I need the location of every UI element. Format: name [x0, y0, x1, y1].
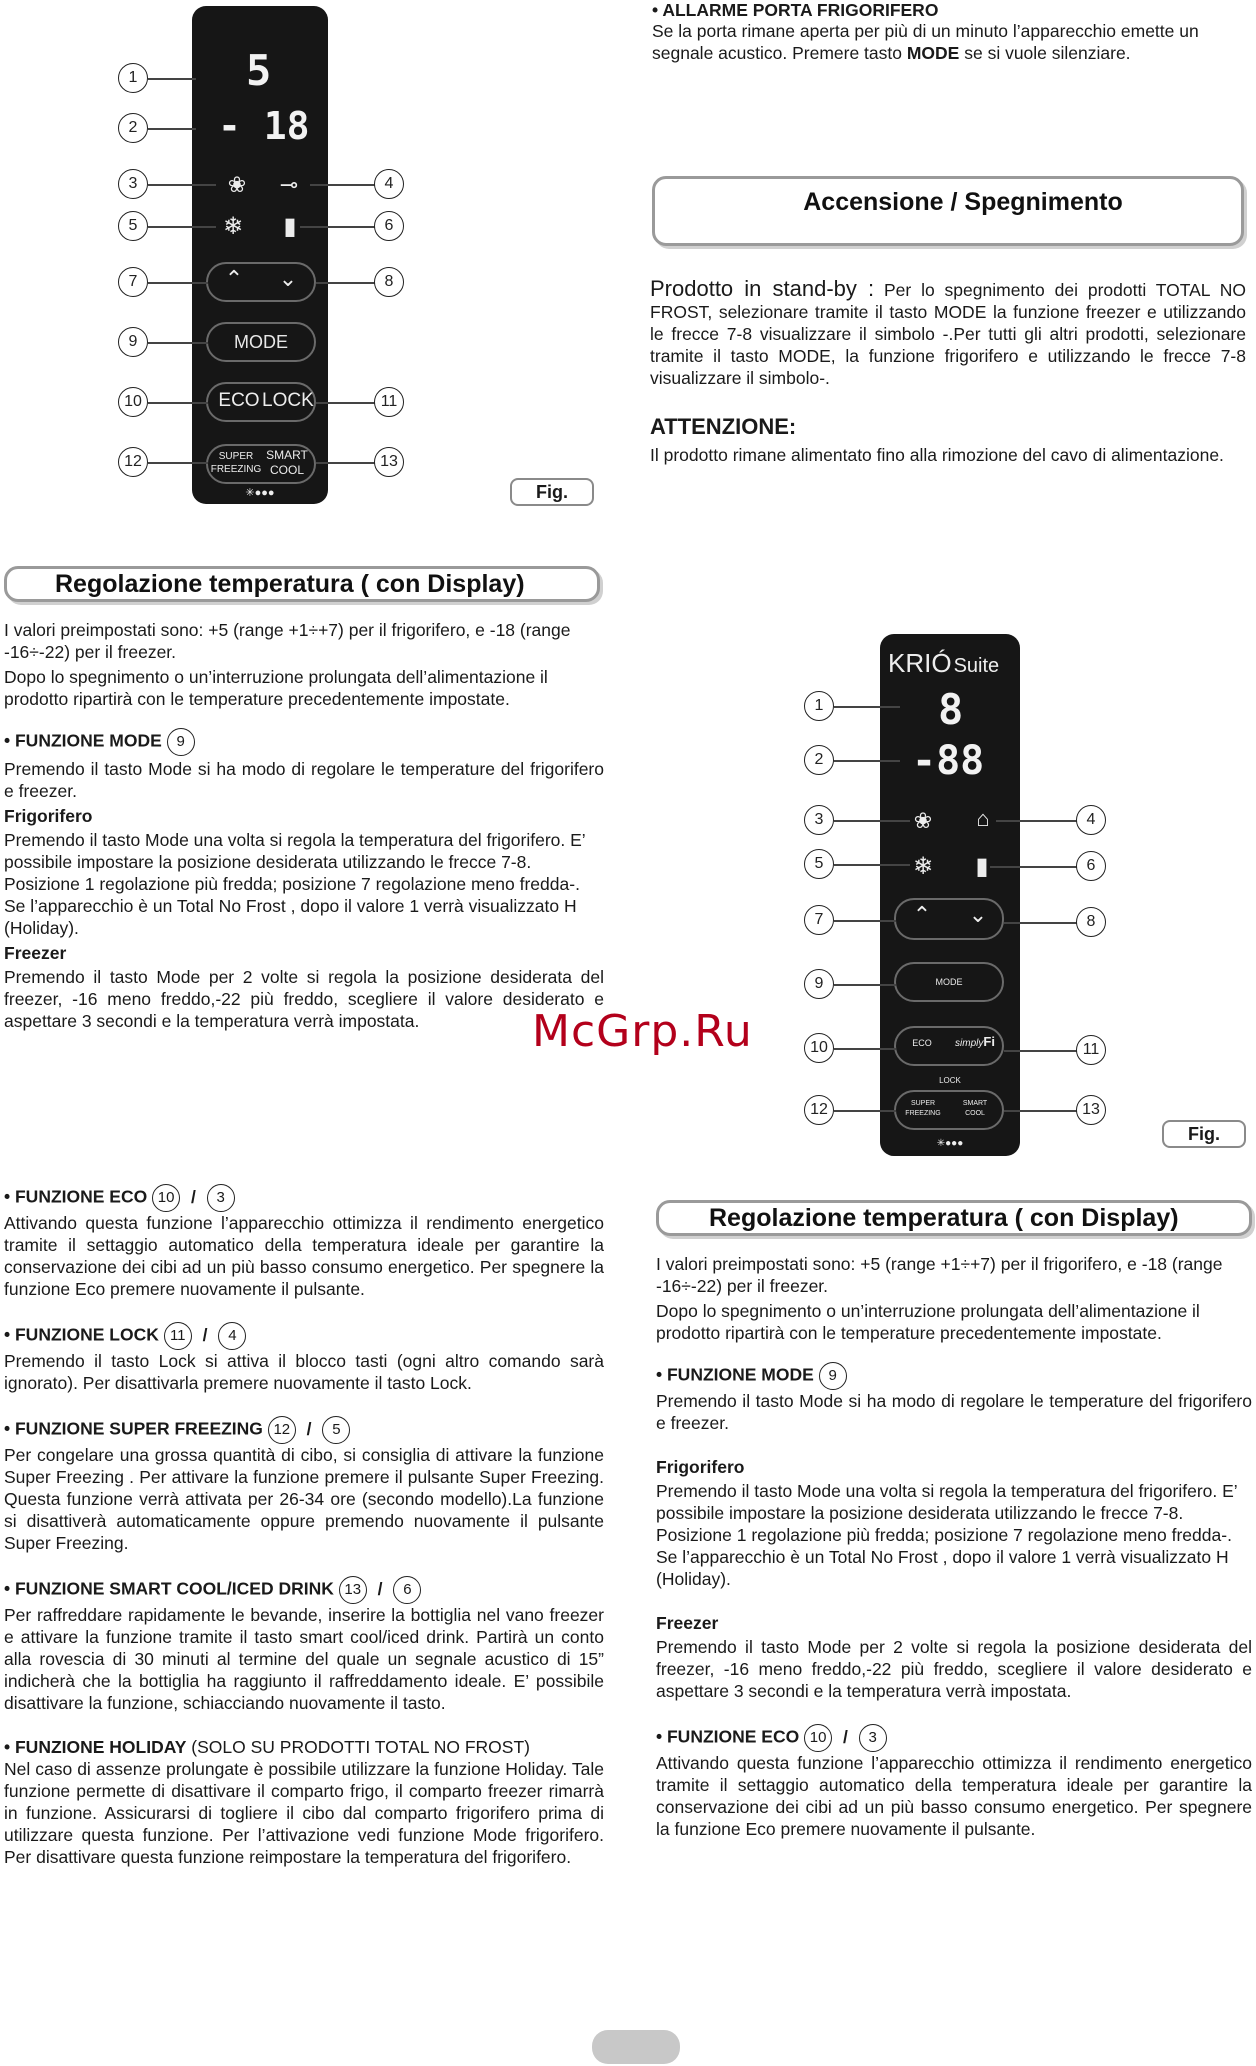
callout2-6: 6 [1076, 851, 1106, 881]
eco-body: Attivando questa funzione l’apparecchio ottimizza il rendimento energetico tramite il settaggio automatico della temperatura ideale per garantire la conservazione dei cibi ad un più basso consumo energetico. Per spegnere la funzione Eco premere nuovamente il pulsante. [4, 1213, 604, 1299]
alarm-title: • ALLARME PORTA FRIGORIFERO [652, 0, 939, 20]
left-mode-title: • FUNZIONE MODE 9 [4, 728, 604, 756]
mode-button[interactable]: MODE [206, 322, 316, 362]
right-mode-num: 9 [819, 1362, 847, 1390]
lock-label-2: LOCK [939, 1076, 961, 1085]
super-freezing-line2-2: FREEZING [905, 1110, 941, 1117]
callout2-1: 1 [804, 691, 834, 721]
callout-5: 5 [118, 211, 148, 241]
lock-num-1: 11 [164, 1322, 192, 1350]
arrow-up-button[interactable]: ⌃ [224, 266, 244, 291]
lock-num-2: 4 [218, 1322, 246, 1350]
smart-cool-line1-2: SMART [962, 1100, 988, 1107]
sf-num-1: 12 [268, 1416, 296, 1444]
page-number-tab [592, 2030, 680, 2064]
callout-13: 13 [374, 447, 404, 477]
super-freezing-button-2[interactable] [898, 1099, 948, 1119]
left-mode-num: 9 [167, 728, 195, 756]
sc-num-2: 6 [393, 1576, 421, 1604]
smart-cool-button[interactable] [262, 448, 312, 478]
fig-label-1: Fig. [510, 478, 594, 506]
warning-body: Il prodotto rimane alimentato fino alla rimozione del cavo di alimentazione. [650, 445, 1224, 465]
left-freezer-title: Freezer [4, 943, 67, 963]
right-fridge-body: Premendo il tasto Mode una volta si regola la temperatura del frigorifero. E’ possibile impostare la posizione desiderata utilizzando le frecce 7-8. Posizione 1 regolazione più fredda; posizione 7 regolazione meno fredda-. Se l’apparecchio è un Total No Frost , dopo il valore 1 verrà visualizzato H (Holiday). [656, 1481, 1238, 1589]
led-indicator-icon-2: ✳●●● [936, 1138, 964, 1149]
watermark: McGrp.Ru [532, 1006, 753, 1057]
bottle-icon-2: ▮ [975, 853, 989, 880]
standby-title: Prodotto in stand-by : [650, 276, 875, 301]
eco-button[interactable]: ECO [218, 390, 260, 411]
callout-11: 11 [374, 387, 404, 417]
smart-cool-line2: COOL [269, 463, 304, 477]
arrow-up-button-2[interactable]: ⌃ [912, 902, 932, 927]
snowflake-icon: ❄ [222, 213, 244, 240]
right-preset: I valori preimpostati sono: +5 (range +1÷+7) per il frigorifero, e -18 (range -16÷-22) per il freezer. [656, 1254, 1223, 1296]
callout2-3: 3 [804, 805, 834, 835]
key-icon: ⊸ [279, 172, 299, 197]
smart-cool-body: Per raffreddare rapidamente le bevande, inserire la bottiglia nel vano freezer e attivare la funzione tramite il tasto smart cool/iced drink. Partirà un conto alla rovescia di 30 minuti al termine del quale un segnale acustico di 15” indicherà che la bottiglia ha raggiunto il raffreddamento ideale. E’ possibile disattivare la funzione, schiacciando nuovamente il tasto. [4, 1605, 604, 1713]
lock-button[interactable]: LOCK [262, 390, 314, 411]
eco-button-2[interactable]: ECO [912, 1038, 932, 1048]
callout-10: 10 [118, 387, 148, 417]
freezer-temp-display-2: -88 [912, 738, 985, 784]
right-eco-num-2: 3 [859, 1724, 887, 1752]
right-mode-body: Premendo il tasto Mode si ha modo di regolare le temperature del frigorifero e freezer. [656, 1391, 1252, 1433]
right-restart: Dopo lo spegnimento o un’interruzione prolungata dell’alimentazione il prodotto ripartirà con le temperature precedentemente impostate. [656, 1301, 1200, 1343]
callout-12: 12 [118, 447, 148, 477]
wifi-icon: ⌂ [976, 806, 990, 831]
leaf-icon-2: ❀ [913, 808, 933, 833]
left-temp-body [4, 619, 604, 1032]
lock-body: Premendo il tasto Lock si attiva il blocco tasti (ogni altro comando sarà ignorato). Per disattivarla premere nuovamente il tasto Lock. [4, 1351, 604, 1393]
arrow-down-button[interactable]: ⌄ [278, 266, 298, 291]
onoff-heading: Accensione / Spegnimento [652, 176, 1244, 246]
callout2-12: 12 [804, 1095, 834, 1125]
simplyfi-button[interactable]: simplyFi [955, 1034, 995, 1049]
arrow-down-button-2[interactable]: ⌄ [968, 902, 988, 927]
freezer-temp-display: - 18 [218, 104, 310, 148]
callout-7: 7 [118, 267, 148, 297]
alarm-section [652, 0, 1252, 64]
left-fridge-title: Frigorifero [4, 806, 93, 826]
callout2-5: 5 [804, 849, 834, 879]
bottle-icon: ▮ [283, 213, 297, 240]
brand-logo: KRIÓ Suite [888, 648, 1000, 678]
right-freezer-title: Freezer [656, 1613, 719, 1633]
fridge-temp-display: 5 [246, 46, 272, 95]
callout2-9: 9 [804, 969, 834, 999]
smart-cool-line1: SMART [266, 448, 308, 462]
callout-4: 4 [374, 169, 404, 199]
leaf-icon: ❀ [227, 172, 247, 197]
functions-column [4, 1184, 604, 1868]
callout2-13: 13 [1076, 1095, 1106, 1125]
super-freezing-body: Per congelare una grossa quantità di cibo, si consiglia di attivare la funzione Super Freezing . Per attivare la funzione premere il pulsante Super Freezing. Questa funzione verrà attivata per 26-34 ore (secondo modello).La funzione si disattiverà automaticamente oppure premendo nuovamente il pulsante Super Freezing. [4, 1445, 604, 1553]
left-freezer-body: Premendo il tasto Mode per 2 volte si regola la posizione desiderata del freezer, -16 meno freddo,-22 più freddo, scegliere il valore desiderato e aspettare 3 secondi e la temperatura verrà impostata. [4, 967, 604, 1031]
smart-cool-line2-2: COOL [965, 1110, 985, 1117]
left-restart: Dopo lo spegnimento o un’interruzione prolungata dell’alimentazione il prodotto ripartirà con le temperature precedentemente impostate. [4, 667, 548, 709]
sc-num-1: 13 [339, 1576, 367, 1604]
warning-title: ATTENZIONE: [650, 414, 797, 439]
callout2-8: 8 [1076, 907, 1106, 937]
callout-3: 3 [118, 169, 148, 199]
lock-title: • FUNZIONE LOCK 11 / 4 [4, 1322, 604, 1350]
super-freezing-line1: SUPER [218, 451, 254, 462]
callout-8: 8 [374, 267, 404, 297]
holiday-body: Nel caso di assenze prolungate è possibile utilizzare la funzione Holiday. Tale funzione permette di disattivare il comparto frigo, il comparto freezer rimarrà in funzione. Assicurarsi di togliere il cibo dal comparto frigorifero prima di utilizzare questa funzione. Per l’attivazione vedi funzione Mode frigorifero. Per disattivare questa funzione reimpostare la temperatura del frigorifero. [4, 1759, 604, 1867]
eco-num-1: 10 [152, 1184, 180, 1212]
right-eco-num-1: 10 [804, 1724, 832, 1752]
super-freezing-line1-2: SUPER [910, 1100, 936, 1107]
left-temp-heading: Regolazione temperatura ( con Display) [4, 566, 600, 602]
callout2-7: 7 [804, 905, 834, 935]
callout-9: 9 [118, 327, 148, 357]
callout2-10: 10 [804, 1033, 834, 1063]
snowflake-icon-2: ❄ [912, 853, 934, 880]
alarm-body: Se la porta rimane aperta per più di un minuto l’apparecchio emette un segnale acustico. Premere tasto MODE se si vuole silenziare. [652, 21, 1199, 63]
smart-cool-title: • FUNZIONE SMART COOL/ICED DRINK 13 / 6 [4, 1576, 604, 1604]
right-freezer-body: Premendo il tasto Mode per 2 volte si regola la posizione desiderata del freezer, -16 meno freddo,-22 più freddo, scegliere il valore desiderato e aspettare 3 secondi e la temperatura verrà impostata. [656, 1637, 1252, 1701]
callout-1: 1 [118, 63, 148, 93]
left-fridge-body: Premendo il tasto Mode una volta si regola la temperatura del frigorifero. E’ possibile impostare la posizione desiderata utilizzando le frecce 7-8. Posizione 1 regolazione più fredda; posizione 7 regolazione meno fredda-. Se l’apparecchio è un Total No Frost , dopo il valore 1 verrà visualizzato H (Holiday). [4, 830, 586, 938]
led-indicator-icon: ✳●●● [245, 487, 275, 499]
left-mode-body: Premendo il tasto Mode si ha modo di regolare le temperature del frigorifero e freezer. [4, 759, 604, 801]
callout2-4: 4 [1076, 805, 1106, 835]
standby-body: Per lo spegnimento dei prodotti TOTAL NO FROST, selezionare tramite il tasto MODE la funzione freezer e utilizzando le frecce 7-8 visualizzare il simbolo -.Per tutti gli altri prodotti, selezionare tramite il tasto MODE, la funzione frigorifero e utilizzando le frecce 7-8 visualizzare il simbolo-. [650, 280, 1246, 388]
right-mode-title: • FUNZIONE MODE 9 [656, 1362, 1252, 1390]
holiday-title: • FUNZIONE HOLIDAY (SOLO SU PRODOTTI TOTAL NO FROST) [4, 1737, 530, 1757]
callout-2: 2 [118, 113, 148, 143]
sf-num-2: 5 [322, 1416, 350, 1444]
mode-button-2[interactable]: MODE [894, 962, 1004, 1002]
super-freezing-line2: FREEZING [210, 464, 262, 475]
standby-paragraph [650, 278, 1246, 389]
right-temp-heading: Regolazione temperatura ( con Display) [656, 1200, 1252, 1236]
callout-6: 6 [374, 211, 404, 241]
eco-title: • FUNZIONE ECO 10 / 3 [4, 1184, 604, 1212]
right-fridge-title: Frigorifero [656, 1457, 745, 1477]
callout2-11: 11 [1076, 1035, 1106, 1065]
right-eco-title: • FUNZIONE ECO 10 / 3 [656, 1724, 1252, 1752]
callout2-2: 2 [804, 745, 834, 775]
left-preset: I valori preimpostati sono: +5 (range +1÷+7) per il frigorifero, e -18 (range -16÷-22) per il freezer. [4, 620, 571, 662]
right-temp-body [656, 1253, 1252, 1840]
fridge-temp-display-2: 8 [938, 685, 964, 734]
right-eco-body: Attivando questa funzione l’apparecchio ottimizza il rendimento energetico tramite il settaggio automatico della temperatura ideale per garantire la conservazione dei cibi ad un più basso consumo energetico. Per spegnere la funzione Eco premere nuovamente il pulsante. [656, 1753, 1252, 1839]
fig-label-2: Fig. [1162, 1120, 1246, 1148]
smart-cool-button-2[interactable] [950, 1099, 1000, 1119]
super-freezing-title: • FUNZIONE SUPER FREEZING 12 / 5 [4, 1416, 604, 1444]
eco-num-2: 3 [207, 1184, 235, 1212]
super-freezing-button[interactable] [210, 450, 262, 476]
